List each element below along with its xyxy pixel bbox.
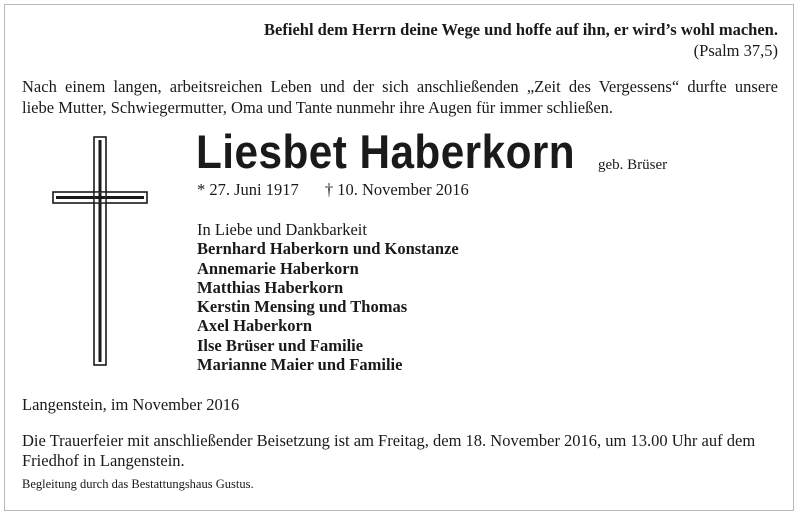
mourners-intro: In Liebe und Dankbarkeit <box>197 220 367 239</box>
funeral-line-1: Die Trauerfeier mit anschließender Beisetzung ist am Freitag, dem 18. November 2016, um 13.00 Uhr auf dem <box>22 431 756 450</box>
mourner-name: Ilse Brüser und Familie <box>197 335 364 355</box>
funeral-line-2: Friedhof in Langenstein. <box>22 451 185 470</box>
funeral-home-note: Begleitung durch das Bestattungshaus Gustus. <box>22 477 254 491</box>
intro-line-1: Nach einem langen, arbeitsreichen Leben und der sich anschließenden „Zeit des Vergessens“ durfte unsere <box>22 77 778 96</box>
deceased-name: Liesbet Haberkorn <box>196 125 576 178</box>
birth-date: * 27. Juni 1917 <box>197 180 299 199</box>
psalm-quote <box>264 19 778 61</box>
mourners-list <box>197 220 459 374</box>
mourner-name: Bernhard Haberkorn und Konstanze <box>197 239 459 259</box>
mourner-name: Matthias Haberkorn <box>197 277 344 297</box>
intro-line-2: liebe Mutter, Schwiegermutter, Oma und Tante nunmehr ihre Augen für immer schließen. <box>22 98 614 117</box>
mourner-name: Marianne Maier und Familie <box>197 355 403 375</box>
psalm-verse: Befiehl dem Herrn deine Wege und hoffe auf ihn, er wird’s wohl machen. <box>264 20 778 39</box>
psalm-reference: (Psalm 37,5) <box>693 41 778 60</box>
deceased-name-line <box>196 124 668 179</box>
mourner-name: Kerstin Mensing und Thomas <box>197 297 408 317</box>
maiden-name: geb. Brüser <box>598 157 668 173</box>
funeral-notice <box>22 431 782 471</box>
intro-text <box>22 76 778 118</box>
mourner-name: Axel Haberkorn <box>197 316 313 336</box>
mourner-name: Annemarie Haberkorn <box>197 258 359 278</box>
latin-cross-icon <box>52 136 148 366</box>
death-date: † 10. November 2016 <box>324 180 469 199</box>
life-dates <box>197 180 469 200</box>
place-and-date: Langenstein, im November 2016 <box>22 395 240 414</box>
